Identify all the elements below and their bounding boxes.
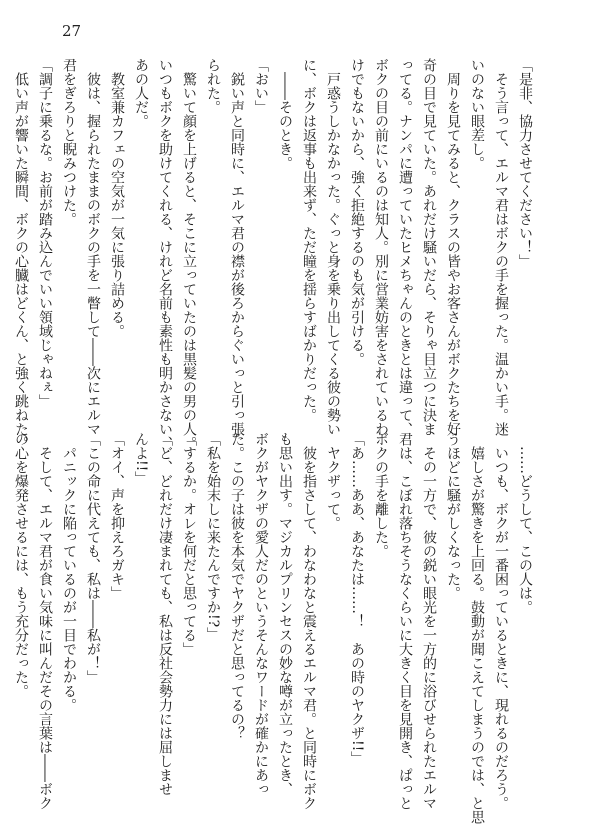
text-line: 「ど、どれだけ凄まれても、私は反社会勢力には屈しませ	[157, 432, 173, 796]
text-line: の心を爆発させるには、もう充分だった。	[13, 432, 29, 698]
text-line: 君をぎろりと睨みつけた。	[61, 58, 77, 226]
text-line: 教室兼カフェの空気が一気に張り詰める。	[109, 58, 125, 338]
text-line: あの人だ。	[133, 58, 149, 128]
text-line: その一方で、彼の鋭い眼光を一方的に浴びせられたエルマ	[421, 432, 437, 810]
text-line: も思い出す。マジカルプリンセスの妙な噂が立ったとき、	[277, 432, 293, 796]
text-line: ボクの手を離した。	[373, 432, 389, 558]
page-number: 27	[62, 22, 82, 40]
text-line: 驚いて顔を上げると、そこに立っていたのは黒髪の男の人。	[181, 58, 197, 450]
text-line: んよ!!」	[133, 432, 149, 486]
text-line: 「この命に代えても、私は――私が！」	[85, 432, 101, 684]
text-line: 君は、こぼれ落ちそうなくらいに大きく目を見開き、ぱっと	[397, 432, 413, 810]
text-block-bottom	[9, 432, 537, 824]
text-line: そして、エルマ君が食い気味に叫んだその言葉は――ボク	[37, 432, 53, 810]
text-line: 戸惑うしかなかった。ぐっと身を乗り出してくる彼の勢い	[325, 58, 341, 436]
text-line: そう言って、エルマ君はボクの手を握った。温かい手。迷	[493, 58, 509, 436]
text-line: いつも、ボクが一番困っているときに、現れるのだろう。	[493, 432, 509, 810]
text-block-top	[9, 58, 537, 450]
text-line: けでもないから、強く拒絶するのも気が引ける。	[349, 58, 365, 366]
text-line: 奇の目で見ていた。あれだけ騒いだら、そりゃ目立つに決ま	[421, 58, 437, 436]
text-line: 「するか。オレを何だと思ってる」	[181, 432, 197, 656]
text-line: に、ボクは返事も出来ず、ただ瞳を揺らすばかりだった。	[301, 58, 317, 422]
text-line: 低い声が響いた瞬間、ボクの心臓はどくん、と強く跳ねた。	[13, 58, 29, 450]
text-line: た。この子は彼を本気でヤクザだと思ってるの？	[229, 432, 245, 740]
text-line: いのない眼差し。	[469, 58, 485, 170]
text-line: 彼は、握られたままのボクの手を一瞥して――次にエルマ	[85, 58, 101, 436]
text-line: ヤクザって。	[325, 432, 341, 530]
text-line: 「是非、協力させてください！」	[517, 58, 533, 268]
text-line: ――そのとき。	[277, 58, 293, 170]
text-line: 「私を始末しに来たんですか!?」	[205, 432, 221, 642]
text-line: 「おい」	[253, 58, 269, 114]
text-line: うほどに騒がしくなった。	[445, 432, 461, 600]
text-line: いつもボクを助けてくれる、けれど名前も素性も明かさない、	[157, 58, 173, 450]
text-line: ボクの目の前にいるのは知人。別に営業妨害をされているわ	[373, 58, 389, 436]
text-line: 嬉しさが驚きを上回る。鼓動が聞こえてしまうのでは、と思	[469, 432, 485, 824]
text-line: パニックに陥っているのが一目でわかる。	[61, 432, 77, 712]
text-line: ボクがヤクザの愛人だのというそんなワードが確かにあっ	[253, 432, 269, 796]
text-line: 「オイ、声を抑えろガキ」	[109, 432, 125, 600]
text-line: 周りを見てみると、クラスの皆やお客さんがボクたちを好	[445, 58, 461, 436]
text-line: ってる。ナンパに遭っていたヒメちゃんのときとは違って、	[397, 58, 413, 436]
text-line: 鋭い声と同時に、エルマ君の襟が後ろからぐいっと引っ張	[229, 58, 245, 436]
text-line: 「あ……ああ、あなたは……！ あの時のヤクザ!!」	[349, 432, 365, 766]
text-line: ……どうして、この人は。	[517, 432, 533, 614]
text-line: られた。	[205, 58, 221, 114]
text-line: 彼を指さして、わなわなと震えるエルマ君。と同時にボク	[301, 432, 317, 810]
text-line: 「調子に乗るな。お前が踏み込んでいい領域じゃねぇ」	[37, 58, 53, 408]
